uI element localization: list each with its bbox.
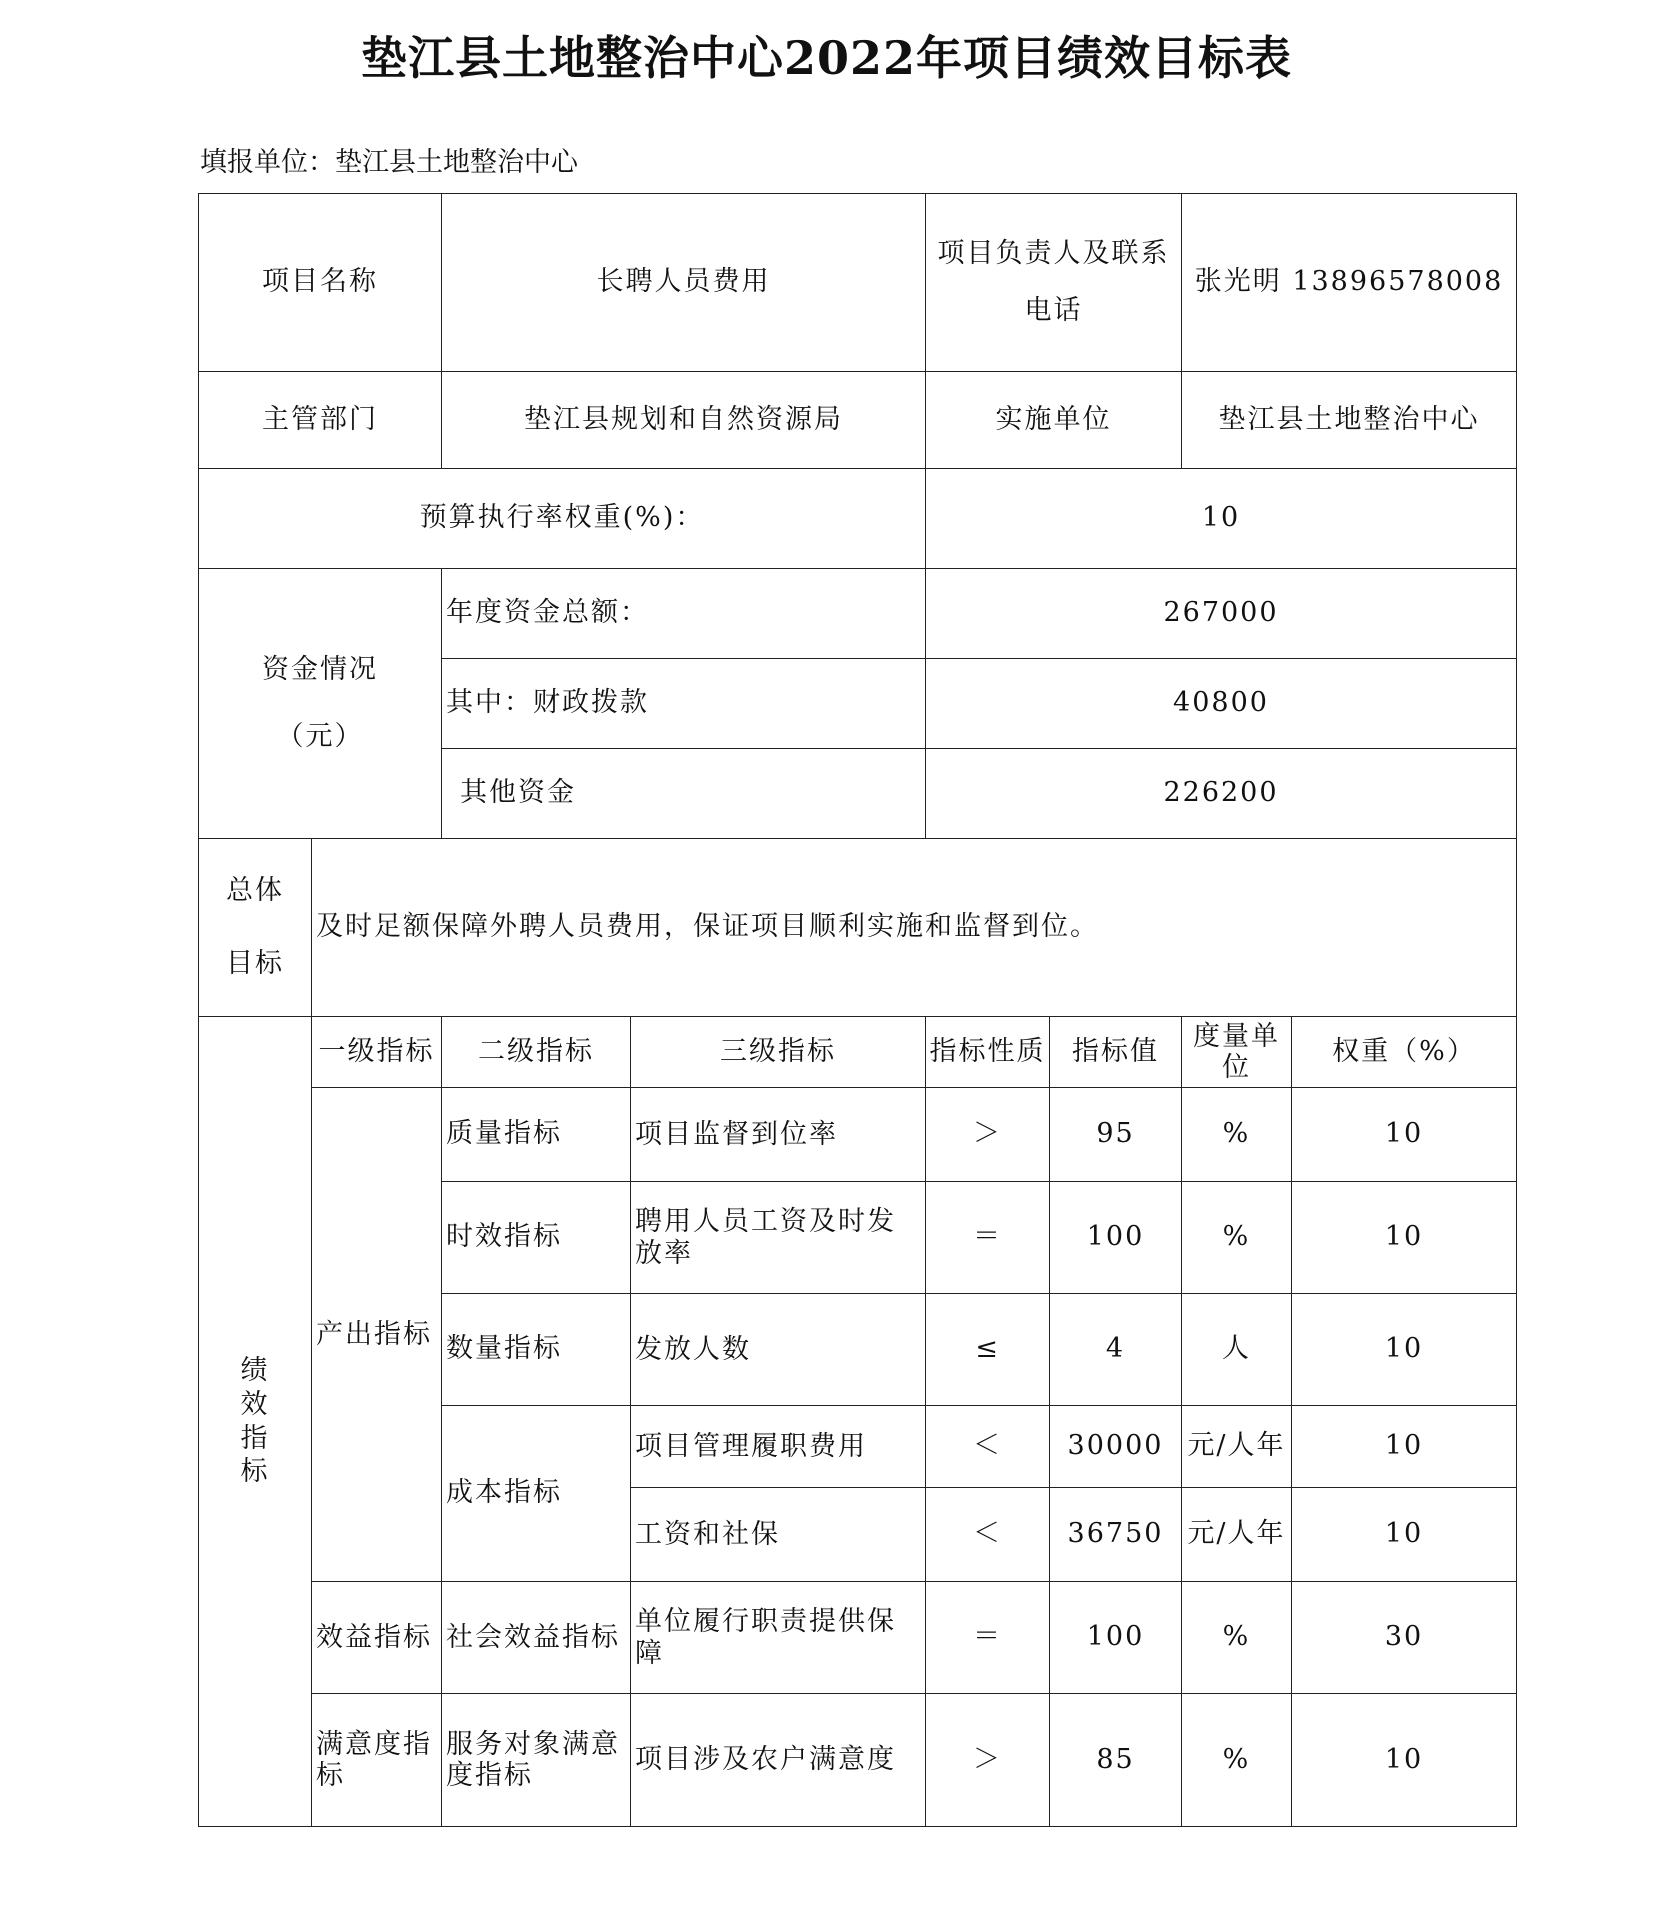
perf-side-label-text: 绩效指标 xyxy=(240,1355,270,1488)
subgroup-quantity: 数量指标 xyxy=(442,1294,631,1406)
impl-label: 实施单位 xyxy=(926,372,1182,469)
funds-fiscal-value: 40800 xyxy=(926,659,1517,749)
funds-fiscal-label: 其中：财政拨款 xyxy=(442,659,926,749)
group-benefit: 效益指标 xyxy=(312,1582,442,1694)
budget-weight-row xyxy=(199,469,1517,569)
indicator-unit: % xyxy=(1182,1694,1292,1827)
department-row xyxy=(199,372,1517,469)
contact-label-line1: 项目负责人及联系 xyxy=(937,238,1170,270)
perf-header-row xyxy=(199,1017,1517,1088)
overall-goal-label-line2: 目标 xyxy=(226,947,284,979)
header-unit: 度量单位 xyxy=(1182,1017,1292,1088)
page-title: 垫江县土地整治中心2022年项目绩效目标表 xyxy=(360,31,1293,85)
funds-total-row xyxy=(199,569,1517,659)
subgroup-timeliness: 时效指标 xyxy=(442,1182,631,1294)
funds-label-line1: 资金情况 xyxy=(262,654,378,686)
indicator-name: 项目涉及农户满意度 xyxy=(631,1694,926,1827)
indicator-value: 4 xyxy=(1050,1294,1182,1406)
project-name-value: 长聘人员费用 xyxy=(442,194,926,372)
indicator-name: 项目管理履职费用 xyxy=(631,1406,926,1488)
indicator-unit: 元/人年 xyxy=(1182,1406,1292,1488)
indicator-nature: ＝ xyxy=(926,1182,1050,1294)
header-weight: 权重（%） xyxy=(1292,1017,1517,1088)
perf-side-label xyxy=(199,1017,312,1827)
indicator-name: 发放人数 xyxy=(631,1294,926,1406)
indicator-value: 30000 xyxy=(1050,1406,1182,1488)
indicator-weight: 10 xyxy=(1292,1088,1517,1182)
indicator-nature: ＜ xyxy=(926,1488,1050,1582)
funds-total-label: 年度资金总额： xyxy=(442,569,926,659)
indicator-value: 36750 xyxy=(1050,1488,1182,1582)
overall-goal-label xyxy=(199,839,312,1017)
table-row xyxy=(199,1582,1517,1694)
performance-target-table xyxy=(198,193,1517,1827)
subgroup-social: 社会效益指标 xyxy=(442,1582,631,1694)
indicator-weight: 10 xyxy=(1292,1182,1517,1294)
indicator-nature: ＞ xyxy=(926,1694,1050,1827)
funds-label-line2: （元） xyxy=(276,720,364,752)
indicator-name: 单位履行职责提供保障 xyxy=(631,1582,926,1694)
indicator-weight: 30 xyxy=(1292,1582,1517,1694)
funds-total-value: 267000 xyxy=(926,569,1517,659)
contact-value: 张光明 13896578008 xyxy=(1182,194,1517,372)
indicator-value: 85 xyxy=(1050,1694,1182,1827)
indicator-nature: ≤ xyxy=(926,1294,1050,1406)
funds-label xyxy=(199,569,442,839)
group-satisfaction: 满意度指标 xyxy=(312,1694,442,1827)
budget-weight-value: 10 xyxy=(926,469,1517,569)
indicator-unit: % xyxy=(1182,1182,1292,1294)
funds-other-label: 其他资金 xyxy=(442,749,926,839)
project-info-row xyxy=(199,194,1517,372)
indicator-unit: % xyxy=(1182,1088,1292,1182)
header-level3: 三级指标 xyxy=(631,1017,926,1088)
contact-label-line2: 电话 xyxy=(1024,294,1083,326)
header-level2: 二级指标 xyxy=(442,1017,631,1088)
budget-weight-label: 预算执行率权重(%)： xyxy=(199,469,926,569)
indicator-name: 项目监督到位率 xyxy=(631,1088,926,1182)
indicator-unit: 人 xyxy=(1182,1294,1292,1406)
table-row xyxy=(199,1088,1517,1182)
subgroup-service: 服务对象满意度指标 xyxy=(442,1694,631,1827)
dept-value: 垫江县规划和自然资源局 xyxy=(442,372,926,469)
overall-goal-text: 及时足额保障外聘人员费用，保证项目顺利实施和监督到位。 xyxy=(312,839,1517,1017)
dept-label: 主管部门 xyxy=(199,372,442,469)
indicator-unit: % xyxy=(1182,1582,1292,1694)
filler-unit: 填报单位：垫江县土地整治中心 xyxy=(200,147,578,178)
indicator-value: 95 xyxy=(1050,1088,1182,1182)
indicator-weight: 10 xyxy=(1292,1294,1517,1406)
overall-goal-label-line1: 总体 xyxy=(226,875,284,907)
indicator-name: 聘用人员工资及时发放率 xyxy=(631,1182,926,1294)
group-output: 产出指标 xyxy=(312,1088,442,1582)
project-name-label: 项目名称 xyxy=(199,194,442,372)
funds-other-value: 226200 xyxy=(926,749,1517,839)
indicator-nature: ＞ xyxy=(926,1088,1050,1182)
subgroup-cost: 成本指标 xyxy=(442,1406,631,1582)
indicator-weight: 10 xyxy=(1292,1488,1517,1582)
header-nature: 指标性质 xyxy=(926,1017,1050,1088)
indicator-nature: ＜ xyxy=(926,1406,1050,1488)
contact-label xyxy=(926,194,1182,372)
indicator-weight: 10 xyxy=(1292,1406,1517,1488)
indicator-nature: ＝ xyxy=(926,1582,1050,1694)
overall-goal-row xyxy=(199,839,1517,1017)
indicator-value: 100 xyxy=(1050,1582,1182,1694)
indicator-unit: 元/人年 xyxy=(1182,1488,1292,1582)
indicator-name: 工资和社保 xyxy=(631,1488,926,1582)
header-level1: 一级指标 xyxy=(312,1017,442,1088)
impl-value: 垫江县土地整治中心 xyxy=(1182,372,1517,469)
indicator-weight: 10 xyxy=(1292,1694,1517,1827)
table-row xyxy=(199,1694,1517,1827)
header-value: 指标值 xyxy=(1050,1017,1182,1088)
indicator-value: 100 xyxy=(1050,1182,1182,1294)
subgroup-quality: 质量指标 xyxy=(442,1088,631,1182)
